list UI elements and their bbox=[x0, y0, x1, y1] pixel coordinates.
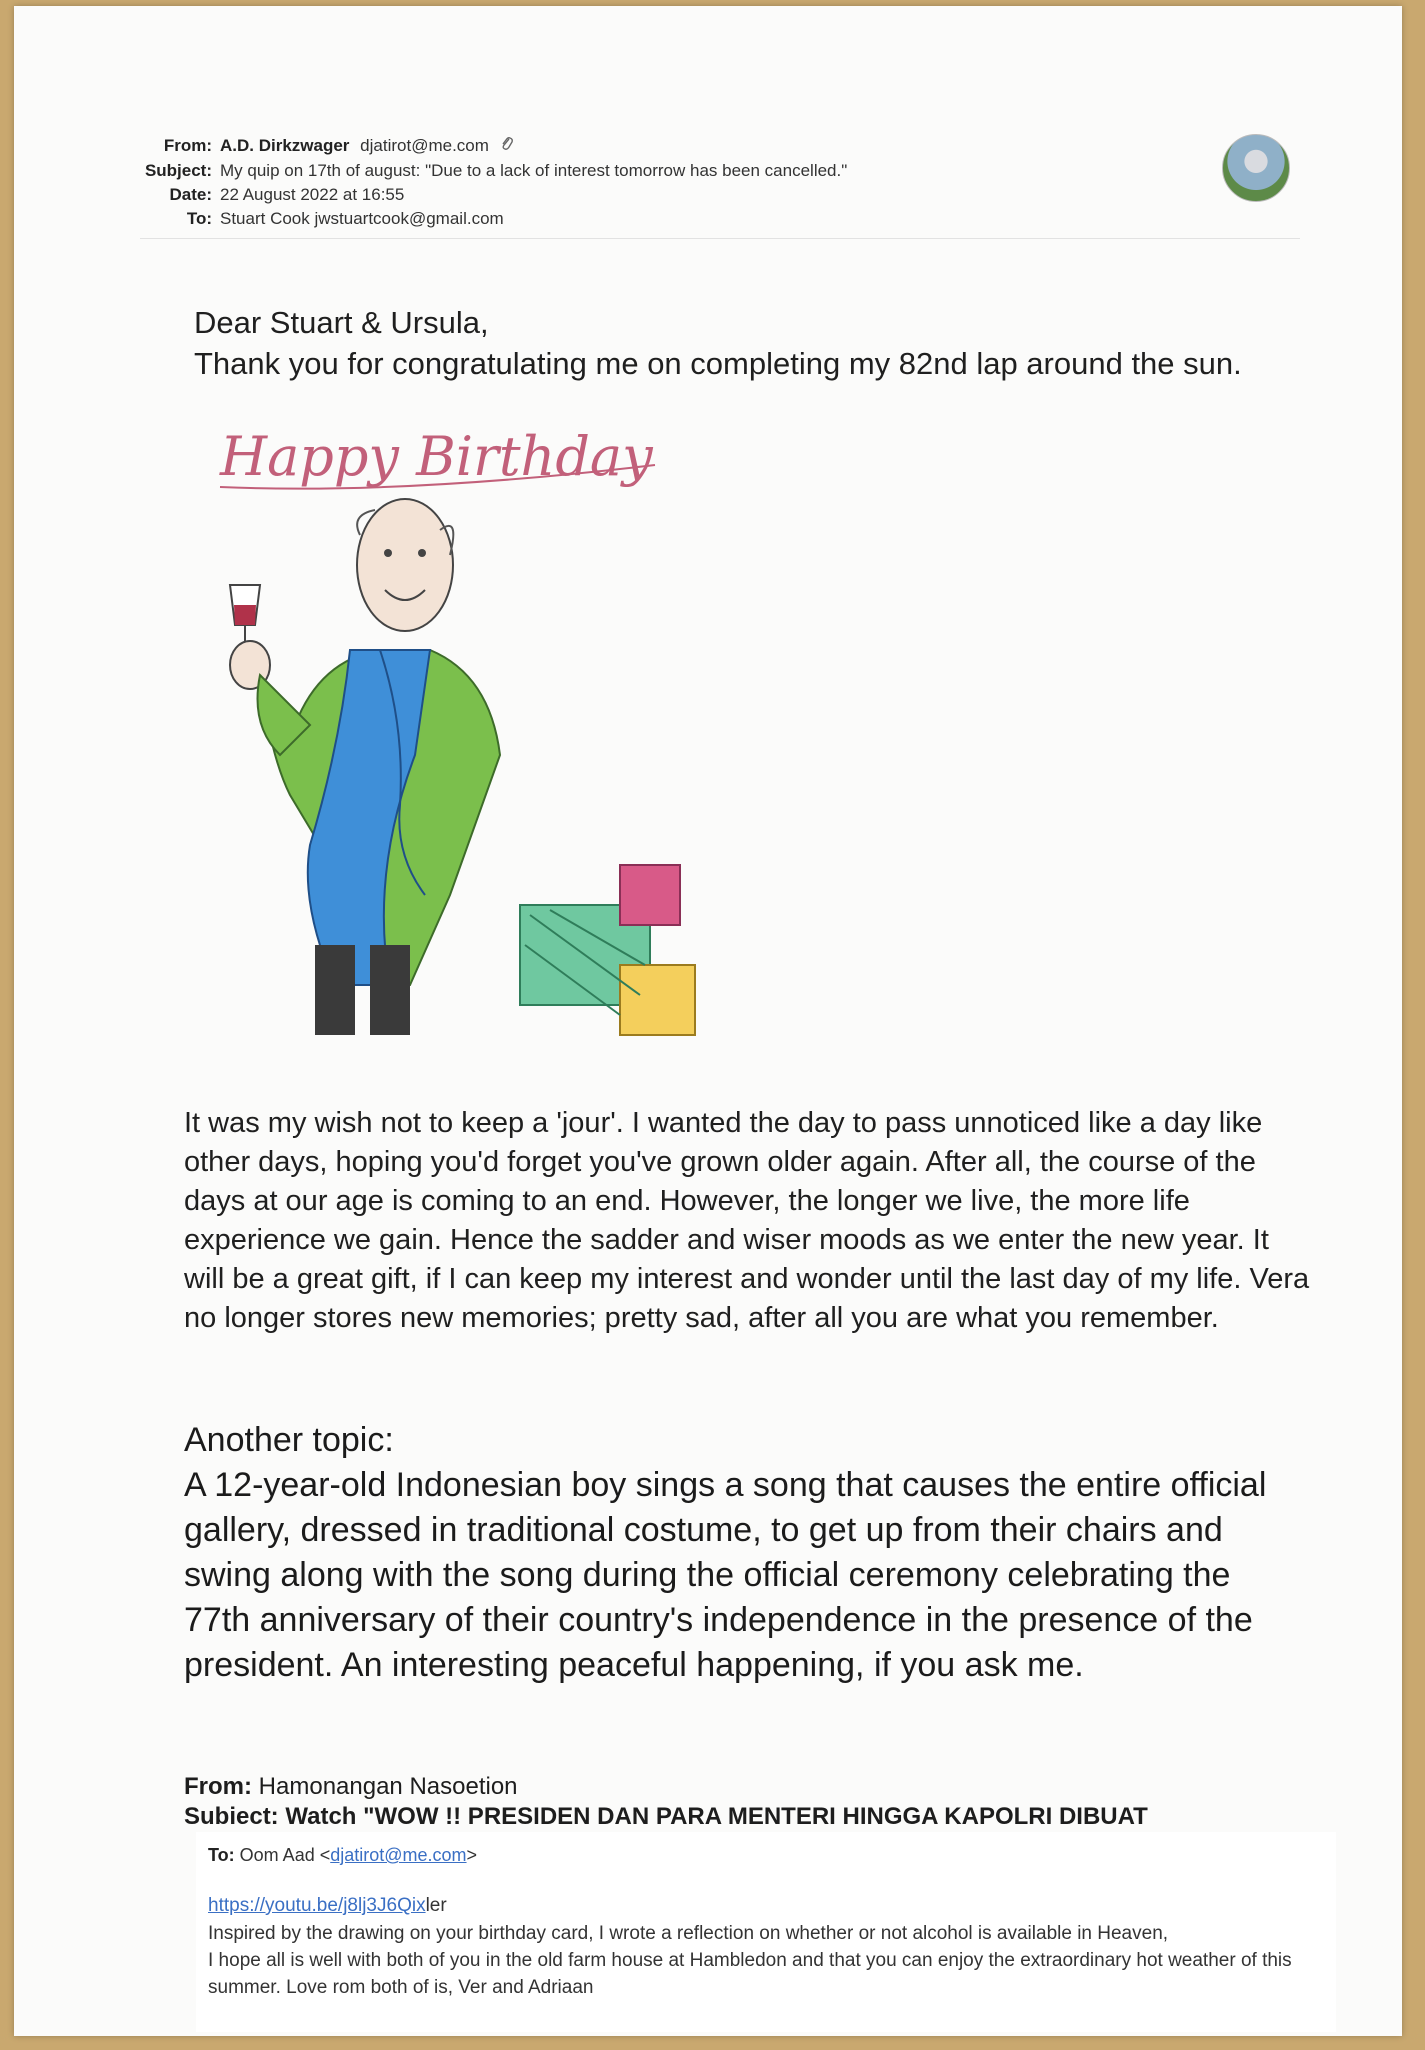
url-tail: ler bbox=[425, 1895, 447, 1916]
pasted-note bbox=[196, 1832, 1336, 2032]
note-to-close: > bbox=[466, 1845, 478, 1865]
fwd-subject-value: Watch "WOW !! PRESIDEN DAN PARA MENTERI HINGGA KAPOLRI DIBUAT bbox=[285, 1803, 1148, 1830]
note-to-name: Oom Aad < bbox=[239, 1845, 331, 1865]
sender-email: djatirot@me.com bbox=[360, 136, 489, 155]
note-to-label: To: bbox=[208, 1845, 235, 1865]
from-label: From: bbox=[163, 136, 212, 155]
paragraph-reflection: It was my wish not to keep a 'jour'. I wanted the day to pass unnoticed like a day like other days, hoping you'd forget you've grown older again. After all, the course of the days at our age is coming to an end. However, the longer we live, the more life experience we gain. Hence the sadder and wiser moods as we enter the new year. It will be a great gift, if I can keep my interest and wonder until the last day of my life. Vera no longer stores new memories; pretty sad, after all you are what you remember. bbox=[184, 1107, 1310, 1334]
note-body-line-2: I hope all is well with both of you in the old farm house at Hambledon and that you can enjoy the extraordinary hot weather of this summer. Love rom both of is, Ver and Adriaan bbox=[208, 1950, 1292, 1998]
fwd-subject-label: Subiect: bbox=[184, 1803, 279, 1830]
sender-avatar bbox=[1222, 134, 1290, 202]
topic-heading: Another topic: bbox=[184, 1421, 394, 1459]
date-label: Date: bbox=[169, 184, 212, 204]
subject-value: My quip on 17th of august: "Due to a lack of interest tomorrow has been cancelled." bbox=[220, 160, 848, 180]
birthday-card-illustration bbox=[200, 425, 700, 1045]
forwarded-header bbox=[184, 1772, 1148, 1832]
fwd-from-value: Hamonangan Nasoetion bbox=[258, 1773, 518, 1800]
another-topic-section bbox=[184, 1418, 1304, 1688]
card-caption: Happy Birthday bbox=[220, 425, 653, 488]
sender-name: A.D. Dirkzwager bbox=[220, 136, 350, 155]
fwd-from-label: From: bbox=[184, 1773, 252, 1800]
subject-label: Subject: bbox=[144, 160, 212, 180]
attachment-icon bbox=[500, 135, 514, 159]
to-label: To: bbox=[186, 208, 212, 228]
to-value: Stuart Cook jwstuartcook@gmail.com bbox=[220, 208, 504, 228]
youtube-link[interactable]: https://youtu.be/j8lj3J6Qix bbox=[208, 1895, 426, 1916]
note-to-line bbox=[208, 1845, 477, 1866]
note-body bbox=[208, 1920, 1328, 2001]
note-body-line-1: Inspired by the drawing on your birthday card, I wrote a reflection on whether or not alcohol is available in Heaven, bbox=[208, 1923, 1169, 1944]
note-to-email[interactable]: djatirot@me.com bbox=[330, 1845, 467, 1865]
thanks-line: Thank you for congratulating me on completing my 82nd lap around the sun. bbox=[194, 346, 1242, 381]
header-divider bbox=[140, 238, 1300, 239]
letter-opening bbox=[194, 302, 1254, 384]
note-url-line bbox=[208, 1895, 447, 1917]
topic-paragraph: A 12-year-old Indonesian boy sings a song that causes the entire official gallery, dressed in traditional costume, to get up from their chairs and swing along with the song during the official ceremony celebrating the 77th anniversary of their country's independence in the presence of the president. An interesting peaceful happening, if you ask me. bbox=[184, 1466, 1267, 1684]
email-header bbox=[110, 134, 847, 231]
salutation: Dear Stuart & Ursula, bbox=[194, 305, 489, 340]
date-value: 22 August 2022 at 16:55 bbox=[220, 184, 405, 204]
